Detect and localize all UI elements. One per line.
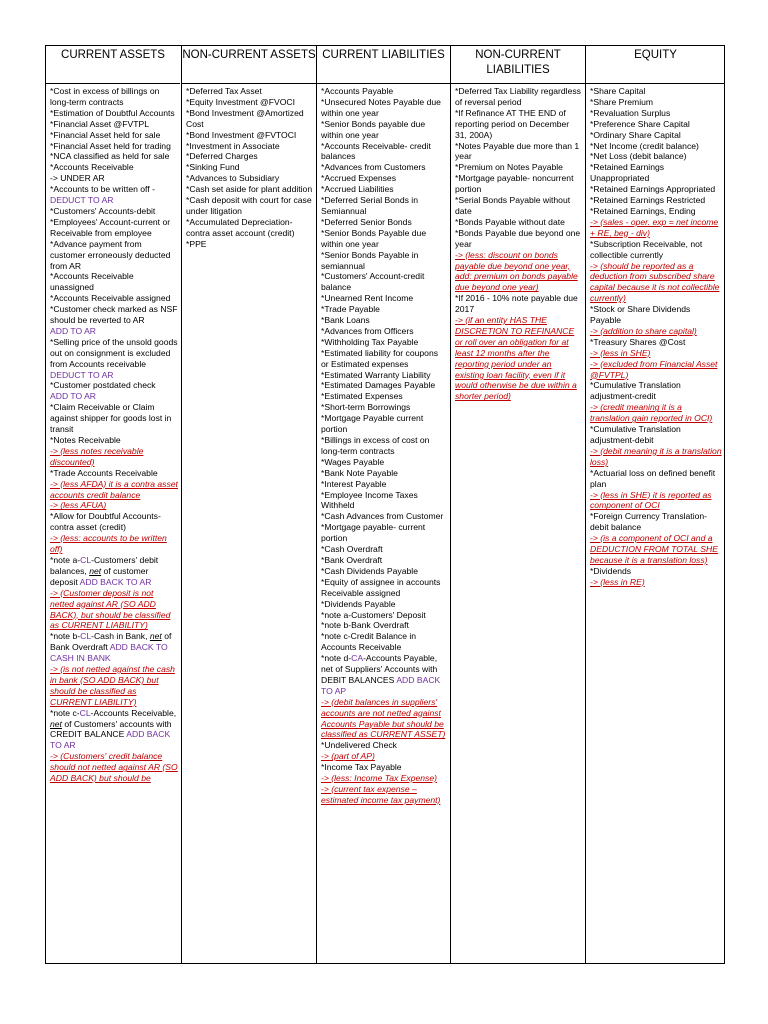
adjustment-tag: ADD TO AR [50,325,97,336]
column-current-liabilities [316,46,450,963]
note-text: -> (less: Income Tax Expense) [321,773,437,784]
note-text: -> (Customer deposit is not netted against AR (SO ADD BACK), but should be classified as CURRENT LIABILITY) [50,587,171,631]
list-item: *Cash set aside for plant addition [186,184,313,195]
note-text: -> (less: accounts to be written off) [50,533,167,555]
list-item: *Trade Accounts Receivable [50,467,158,478]
list-item: *Accumulated Depreciation- contra asset account (credit) [186,216,295,238]
list-item: *Advances from Customers [321,162,426,173]
list-item: *Withholding Tax Payable [321,336,419,347]
list-item: *Subscription Receivable, not collectible currently [590,238,703,260]
list-item: *Customer postdated check [50,380,156,391]
list-item: *Selling price of the unsold goods out on consignment is excluded from Accounts receivable [50,336,178,369]
note-text: -> (less in SHE) it is reported as component of OCI [590,489,712,511]
list-item: *Accounts Receivable- credit balances [321,140,431,162]
note-text: -> (should be reported as a deduction from subscribed share capital because it is not collectible currently) [590,260,720,304]
adjustment-tag: ADD TO AR [50,391,97,402]
list-item: *Accounts Receivable assigned [50,293,171,304]
list-item: *Estimated Warranty Liability [321,369,431,380]
list-item: *Deferred Serial Bonds in Semiannual [321,195,418,216]
list-item: *Unearned Rent Income [321,293,414,304]
list-item: *Dividends Payable [321,598,396,609]
list-item: *Estimated liability for coupons or Estimated expenses [321,347,439,369]
list-item: *Equity Investment @FVOCI [186,96,296,107]
note-prefix: *note d- [321,653,352,664]
list-item: *Net Loss (debit balance) [590,151,687,162]
note-text: -> (is not netted against the cash in bank (SO ADD BACK) but should be classified as CURRENT LIABILITY) [50,664,175,707]
list-item: *Unsecured Notes Payable due within one year [321,96,441,118]
list-item [50,555,178,588]
note-text: -> (less notes receivable discounted) [50,445,144,467]
list-item: *Stock or Share Dividends Payable [590,304,691,326]
list-item: *Net Income (credit balance) [590,140,699,151]
list-item: *Mortgage payable- noncurrent portion [455,173,574,195]
list-item: *Retained Earnings Restricted [590,195,706,206]
list-item: *Bond Investment @Amortized Cost [186,107,304,129]
list-item: *note b-Bank Overdraft [321,620,409,631]
non-current-liabilities-list [451,84,585,960]
note-text: -Customers' debit balances, [50,554,159,576]
note-text: -> (excluded from Financial Asset @FVTPL) [590,358,718,380]
adjustment-tag: DEDUCT TO AR [50,369,114,380]
list-item [50,708,178,752]
list-item: *Financial Asset @FVTPL [50,118,149,129]
list-item: *Allow for Doubtful Accounts- contra asset (credit) [50,511,161,533]
list-item: *Deferred Senior Bonds [321,216,412,227]
adjustment-tag: ADD BACK TO CASH IN BANK [50,642,168,664]
list-item: *Bonds Payable due beyond one year [455,227,581,249]
list-item: *Advances from Officers [321,325,414,336]
note-text: of Bank Overdraft [50,631,172,653]
list-item: *Deferred Charges [186,151,258,162]
list-item: *Accounts Receivable [50,162,134,173]
list-item: *Retained Earnings Unappropriated [590,162,665,184]
note-text: -> (less in RE) [590,576,645,587]
list-item: *Senior Bonds payable due within one year [321,118,426,140]
list-item: *Billings in excess of cost on long-term contracts [321,435,430,456]
list-item: *Retained Earnings Appropriated [590,184,716,195]
list-item: *Notes Payable due more than 1 year [455,140,580,162]
list-item: *Accrued Liabilities [321,184,394,195]
column-current-assets [46,46,180,963]
classification-tag: CL [79,707,91,718]
classification-tag: CL [80,631,92,642]
list-item: *Sinking Fund [186,162,240,173]
list-item: *Deferred Tax Liability regardless of reversal period [455,86,581,107]
column-equity [585,46,725,963]
list-item: *Serial Bonds Payable without date [455,195,571,216]
adjustment-tag: ADD BACK TO AR [79,576,152,587]
list-item [321,653,448,697]
list-item: *Accounts Receivable unassigned [50,271,134,293]
list-item: *Premium on Notes Payable [455,162,563,173]
list-item: *Dividends [590,565,632,576]
list-item: *Estimation of Doubtful Accounts [50,107,175,118]
note-text: -Cash in Bank, [91,631,148,642]
list-item: *Senior Bonds Payable in semiannual [321,249,419,271]
list-item: *Actuarial loss on defined benefit plan [590,467,716,489]
list-item: *Customers' Account-credit balance [321,271,425,293]
note-text: -> (part of AP) [321,751,375,762]
note-text: -> (credit meaning it is a translation gain reported in OCI) [590,402,713,424]
list-item: *Equity of assignee in accounts Receivable assigned [321,576,441,598]
list-item: *Cash deposit with court for case under litigation [186,195,312,216]
list-item: *Financial Asset held for sale [50,129,161,140]
list-item: *note c-Credit Balance in Accounts Receivable [321,631,417,653]
non-current-assets-list [182,84,316,960]
note-text: -> (Customers' credit balance should not netted against AR (SO ADD BACK) but should be [50,751,178,784]
note-text: of Customers' accounts with CREDIT BALANCE [50,718,172,740]
classification-tag: CA [351,653,364,664]
list-item: *Cash Dividends Payable [321,565,418,576]
header-non-current-assets: NON-CURRENT ASSETS [182,46,316,84]
list-item: *Cost in excess of billings on long-term contracts [50,86,160,107]
list-item: *Treasury Shares @Cost [590,336,686,347]
list-item: *Cash Advances from Customer [321,511,444,522]
adjustment-tag: ADD BACK TO AP [321,674,441,696]
current-assets-list [46,84,180,960]
column-non-current-assets [181,46,316,963]
header-non-current-liabilities: NON-CURRENT LIABILITIES [451,46,585,84]
list-item: *Accounts Payable [321,86,394,96]
note-text: -> (if an entity HAS THE DISCRETION TO REFINANCE or roll over an obligation for at least 12 months after the reporting period under an existing loan facility, even if it would otherwise be due within a shorter period) [455,315,577,402]
list-item: *Share Capital [590,86,646,96]
list-item: *Estimated Expenses [321,391,403,402]
equity-list [586,84,725,960]
list-item: *Customer check marked as NSF should be reverted to AR [50,304,178,326]
list-item: *Revaluation Surplus [590,107,671,118]
note-text: -> (less: discount on bonds payable due beyond one year, add: premium on bonds payable due beyond one year) [455,249,578,293]
note-text: -Accounts Receivable, [90,707,177,718]
column-non-current-liabilities [450,46,585,963]
list-item: *Employee Income Taxes Withheld [321,489,418,511]
list-item: *Customers' Accounts-debit [50,205,156,216]
list-item: *Accrued Expenses [321,173,396,184]
note-text: -> (debit balances in suppliers' accounts are not netted against Accounts Payable but should be classified as CURRENT ASSET) [321,696,446,740]
list-item: *Accounts to be written off - [50,184,155,195]
header-equity: EQUITY [586,46,725,84]
note-text: -> (less AFUA) [50,500,107,511]
list-item: *Bond Investment @FVTOCI [186,129,297,140]
note-prefix: *note c- [50,707,80,718]
list-item: *Foreign Currency Translation-debit balance [590,511,708,533]
list-item: *Ordinary Share Capital [590,129,681,140]
list-item: *Estimated Damages Payable [321,380,436,391]
list-item: *If 2016 - 10% note payable due 2017 [455,293,578,315]
list-item: *Investment in Associate [186,140,280,151]
list-item: *Preference Share Capital [590,118,690,129]
list-item [50,631,178,664]
classification-tag: CL [80,554,92,565]
list-item: *Financial Asset held for trading [50,140,171,151]
list-item: *Deferred Tax Asset [186,86,262,96]
current-liabilities-list [317,84,450,960]
list-item: *Senior Bonds Payable due within one year [321,227,427,249]
list-item: *Employees' Account-current or Receivable from employee [50,216,171,238]
note-text: -> (less AFDA) it is a contra asset accounts credit balance [50,478,178,500]
note-text: -> (debit meaning it is a translation loss) [590,445,722,467]
list-item: *Income Tax Payable [321,762,402,773]
note-text: -> (is a component of OCI and a DEDUCTION FROM TOTAL SHE because it is a translation loss) [590,533,718,565]
list-item: *Cumulative Translation adjustment-credit [590,380,681,402]
list-item: *Short-term Borrowings [321,402,411,413]
note-text: -Accounts Payable, net of Suppliers' Accounts with DEBIT BALANCES [321,653,438,685]
list-item: *Bank Note Payable [321,467,398,478]
header-current-assets: CURRENT ASSETS [46,46,180,84]
note-text: of customer deposit [50,565,149,587]
note-text: -> (less in SHE) [590,347,651,358]
header-current-liabilities: CURRENT LIABILITIES [317,46,450,84]
note-prefix: *note a- [50,554,81,565]
list-item: -> UNDER AR [50,173,105,184]
list-item: *Retained Earnings, Ending [590,205,696,216]
adjustment-tag: ADD BACK TO AR [50,729,171,751]
list-item: *Advances to Subsidiary [186,173,280,184]
list-item: *note a-Customers' Deposit [321,609,426,620]
list-item: *Notes Receivable [50,435,121,445]
list-item: *Trade Payable [321,304,380,315]
note-text: -> (addition to share capital) [590,325,697,336]
list-item: *NCA classified as held for sale [50,151,170,162]
note-text: -> (current tax expense – estimated income tax payment) [321,784,441,805]
list-item: *Mortgage Payable current portion [321,413,424,435]
note-prefix: *note b- [50,631,81,642]
list-item: *Interest Payable [321,478,387,489]
list-item: *Undelivered Check [321,740,397,751]
list-item: *Bank Overdraft [321,554,383,565]
list-item: *If Refinance AT THE END of reporting period on December 31, 200A) [455,107,570,140]
list-item: *Bank Loans [321,315,370,326]
emphasis-net: net [89,565,102,576]
list-item: *Cash Overdraft [321,544,383,555]
list-item: *Wages Payable [321,456,385,467]
list-item: *Claim Receivable or Claim against shipper for goods lost in transit [50,402,172,435]
list-item: *Cumulative Translation adjustment-debit [590,424,681,445]
classification-table [45,45,725,964]
adjustment-tag: DEDUCT TO AR [50,195,114,206]
emphasis-net: net [50,718,62,729]
list-item: *Advance payment from customer erroneously deducted from AR [50,238,171,271]
list-item: *PPE [186,238,207,249]
list-item: *Bonds Payable without date [455,216,565,227]
note-text: -> (sales - oper. exp = net income + RE, beg - div) [590,216,719,238]
emphasis-net: net [149,631,162,642]
list-item: *Mortgage payable- current portion [321,522,426,544]
list-item: *Share Premium [590,96,654,107]
